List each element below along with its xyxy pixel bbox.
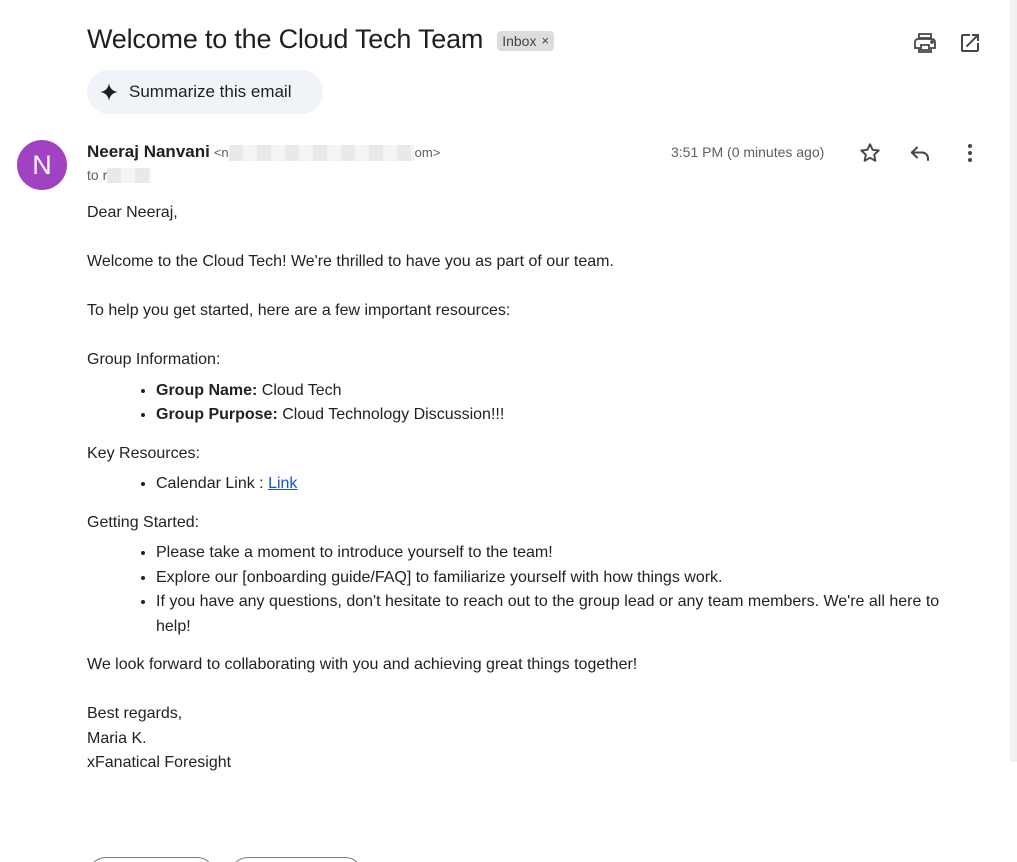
group-purpose-key: Group Purpose:: [156, 406, 278, 423]
calendar-text: Calendar Link :: [156, 475, 269, 492]
list-item: • Explore our [onboarding guide/FAQ] to familiarize yourself with how things work.: [156, 566, 967, 591]
sender-email-prefix: <n: [213, 145, 229, 160]
email-body: [87, 201, 967, 776]
sender-email-suffix: om>: [414, 145, 441, 160]
group-name-key: Group Name:: [156, 381, 258, 399]
getting-started-list: [87, 541, 967, 639]
signer-organization: xFanatical Foresight: [87, 754, 232, 771]
forward-button[interactable]: [230, 857, 363, 862]
reply-button[interactable]: [88, 857, 215, 862]
group-purpose-value: Cloud Technology Discussion!!!: [277, 406, 505, 423]
regards: Best regards,: [87, 705, 183, 722]
summarize-email-button[interactable]: [87, 70, 323, 114]
star-icon[interactable]: [858, 141, 882, 165]
redacted-recipient: [107, 168, 151, 183]
sender-row: [87, 142, 440, 162]
sparkle-icon: [99, 82, 119, 102]
key-resources-heading: Key Resources:: [87, 444, 200, 462]
greeting: Dear Neeraj,: [87, 204, 178, 221]
signer-name: Maria K.: [87, 729, 147, 747]
more-vertical-icon[interactable]: [958, 141, 982, 165]
redacted-email: [229, 145, 415, 161]
summarize-label: Summarize this email: [129, 82, 292, 101]
list-item: • Please take a moment to introduce yourself to the team!: [156, 541, 967, 566]
print-icon[interactable]: [913, 31, 937, 55]
label-text: Inbox: [502, 32, 537, 49]
recipient-row[interactable]: [87, 167, 151, 183]
sender-email: [214, 145, 440, 161]
remove-label-icon[interactable]: ×: [541, 33, 550, 48]
group-info-heading: Group Information:: [87, 351, 221, 368]
resources-intro: To help you get started, here are a few important resources:: [87, 302, 511, 319]
reply-icon[interactable]: [908, 141, 932, 165]
email-timestamp: 3:51 PM (0 minutes ago): [671, 144, 825, 160]
calendar-link[interactable]: Link: [268, 475, 298, 492]
sender-avatar[interactable]: N: [17, 140, 67, 190]
key-resources-list: [87, 472, 967, 497]
scrollbar[interactable]: [1010, 0, 1017, 762]
email-subject: Welcome to the Cloud Tech Team: [87, 24, 484, 54]
group-info-list: [87, 379, 967, 428]
list-item: [156, 472, 967, 497]
sender-name[interactable]: Neeraj Nanvani: [87, 142, 210, 161]
recipient-initial: r: [102, 167, 108, 183]
subject-row: [87, 24, 554, 55]
list-item: [156, 403, 967, 428]
open-in-new-window-icon[interactable]: [958, 31, 982, 55]
closing-paragraph: We look forward to collaborating with you and achieving great things together!: [87, 656, 638, 673]
getting-started-heading: Getting Started:: [87, 513, 200, 531]
inbox-label-chip[interactable]: [497, 31, 554, 51]
intro-paragraph: Welcome to the Cloud Tech! We're thrilled to have you as part of our team.: [87, 253, 614, 270]
to-prefix: to: [87, 167, 103, 183]
group-name-value: Cloud Tech: [257, 381, 342, 399]
list-item: • If you have any questions, don't hesitate to reach out to the group lead or any team members. We're all here to help!: [156, 590, 967, 639]
list-item: [156, 379, 967, 404]
